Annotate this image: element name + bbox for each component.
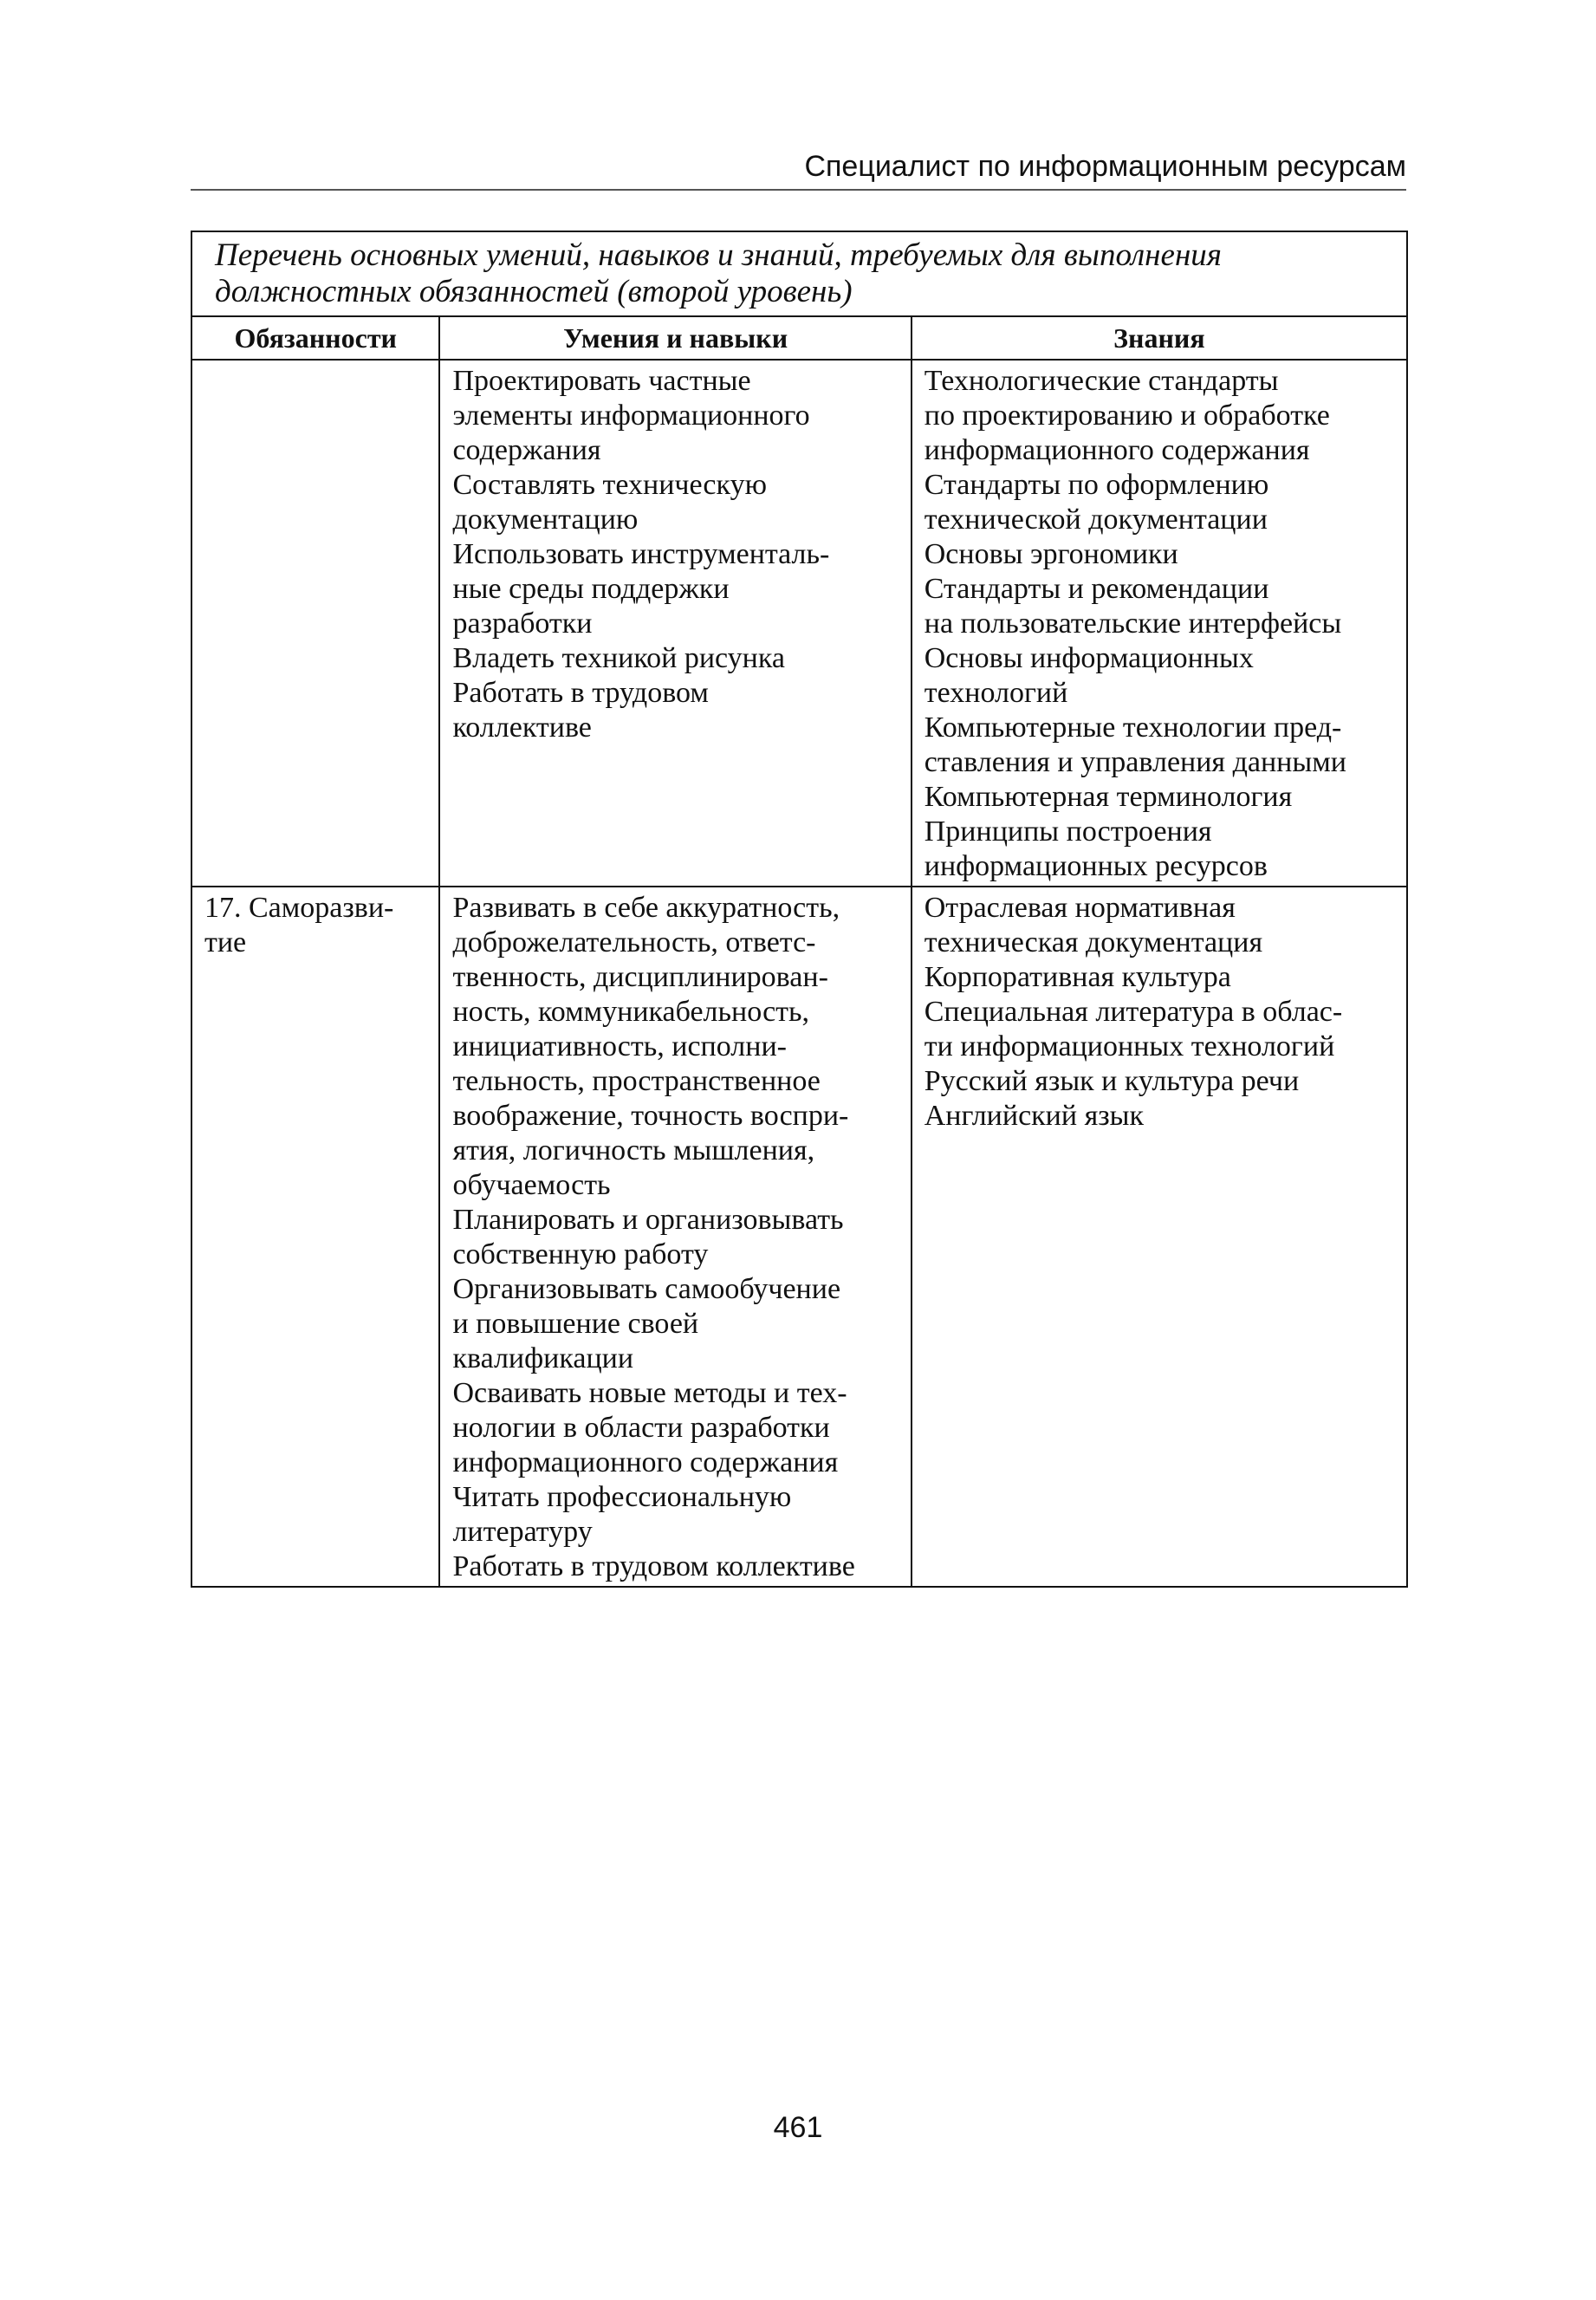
- knowledge-cell: [912, 887, 1407, 1587]
- cell-line: воображение, точность воспри-: [452, 1100, 849, 1132]
- table-row: [191, 887, 1407, 1587]
- cell-line: технической документации: [924, 504, 1268, 536]
- cell-line: Компьютерная терминология: [924, 781, 1293, 813]
- column-header-row: [191, 316, 1407, 360]
- cell-line: и повышение своей: [452, 1308, 699, 1340]
- column-header-duties: Обязанности: [191, 316, 439, 360]
- cell-line: Компьютерные технологии пред-: [924, 711, 1342, 744]
- caption-line: должностных обязанностей (второй уровень): [215, 274, 853, 309]
- cell-line: технологий: [924, 677, 1068, 709]
- skills-cell: [439, 360, 911, 887]
- cell-line: обучаемость: [452, 1169, 611, 1201]
- cell-line: инициативность, исполни-: [452, 1030, 787, 1062]
- cell-line: Стандарты по оформлению: [924, 469, 1269, 501]
- cell-line: Технологические стандарты: [924, 365, 1279, 397]
- cell-line: Работать в трудовом коллективе: [452, 1550, 855, 1582]
- cell-line: Русский язык и культура речи: [924, 1065, 1300, 1097]
- cell-line: Специальная литература в облас-: [924, 996, 1343, 1028]
- table-row: [191, 360, 1407, 887]
- duty-cell: [191, 887, 439, 1587]
- cell-line: Основы эргономики: [924, 538, 1178, 570]
- cell-line: Стандарты и рекомендации: [924, 573, 1269, 605]
- skills-cell: [439, 887, 911, 1587]
- duties-table: [191, 231, 1408, 1588]
- cell-line: Проектировать частные: [452, 365, 751, 397]
- cell-line: Использовать инструменталь-: [452, 538, 830, 570]
- cell-line: информационного содержания: [452, 1446, 839, 1478]
- cell-line: 17. Саморазви-: [204, 892, 394, 924]
- cell-line: тельность, пространственное: [452, 1065, 821, 1097]
- duty-cell: [191, 360, 439, 887]
- cell-line: ятия, логичность мышления,: [452, 1134, 815, 1166]
- cell-line: ность, коммуникабельность,: [452, 996, 810, 1028]
- cell-line: ные среды поддержки: [452, 573, 730, 605]
- cell-line: ти информационных технологий: [924, 1030, 1335, 1062]
- cell-line: по проектированию и обработке: [924, 400, 1330, 432]
- cell-line: литературу: [452, 1516, 593, 1548]
- cell-line: тие: [204, 926, 247, 958]
- table-caption-row: [191, 231, 1407, 316]
- cell-line: квалификации: [452, 1342, 634, 1374]
- column-header-knowledge: Знания: [912, 316, 1407, 360]
- knowledge-cell: [912, 360, 1407, 887]
- column-header-skills: Умения и навыки: [439, 316, 911, 360]
- cell-line: Читать профессиональную: [452, 1481, 792, 1513]
- cell-line: Корпоративная культура: [924, 961, 1231, 993]
- cell-line: разработки: [452, 607, 593, 640]
- cell-line: содержания: [452, 434, 601, 466]
- cell-line: Отраслевая нормативная: [924, 892, 1236, 924]
- cell-line: коллективе: [452, 711, 592, 744]
- cell-line: Организовывать самообучение: [452, 1273, 841, 1305]
- cell-line: информационных ресурсов: [924, 850, 1268, 882]
- page-number: 461: [773, 2111, 823, 2144]
- cell-line: техническая документация: [924, 926, 1263, 958]
- cell-line: Развивать в себе аккуратность,: [452, 892, 840, 924]
- caption-line: Перечень основных умений, навыков и знаний, требуемых для выполнения: [215, 237, 1222, 273]
- cell-line: Английский язык: [924, 1100, 1145, 1132]
- cell-line: Составлять техническую: [452, 469, 767, 501]
- cell-line: на пользовательские интерфейсы: [924, 607, 1342, 640]
- cell-line: документацию: [452, 504, 639, 536]
- cell-line: доброжелательность, ответс-: [452, 926, 816, 958]
- cell-line: Планировать и организовывать: [452, 1204, 844, 1236]
- running-header: Специалист по информационным ресурсам: [191, 149, 1406, 191]
- cell-line: ставления и управления данными: [924, 746, 1346, 778]
- cell-line: твенность, дисциплинирован-: [452, 961, 828, 993]
- cell-line: информационного содержания: [924, 434, 1310, 466]
- cell-line: собственную работу: [452, 1238, 709, 1270]
- cell-line: нологии в области разработки: [452, 1412, 830, 1444]
- cell-line: Основы информационных: [924, 642, 1254, 674]
- cell-line: Работать в трудовом: [452, 677, 709, 709]
- cell-line: Принципы построения: [924, 815, 1212, 848]
- cell-line: Осваивать новые методы и тех-: [452, 1377, 847, 1409]
- table-caption: [191, 231, 1407, 316]
- cell-line: элементы информационного: [452, 400, 810, 432]
- cell-line: Владеть техникой рисунка: [452, 642, 785, 674]
